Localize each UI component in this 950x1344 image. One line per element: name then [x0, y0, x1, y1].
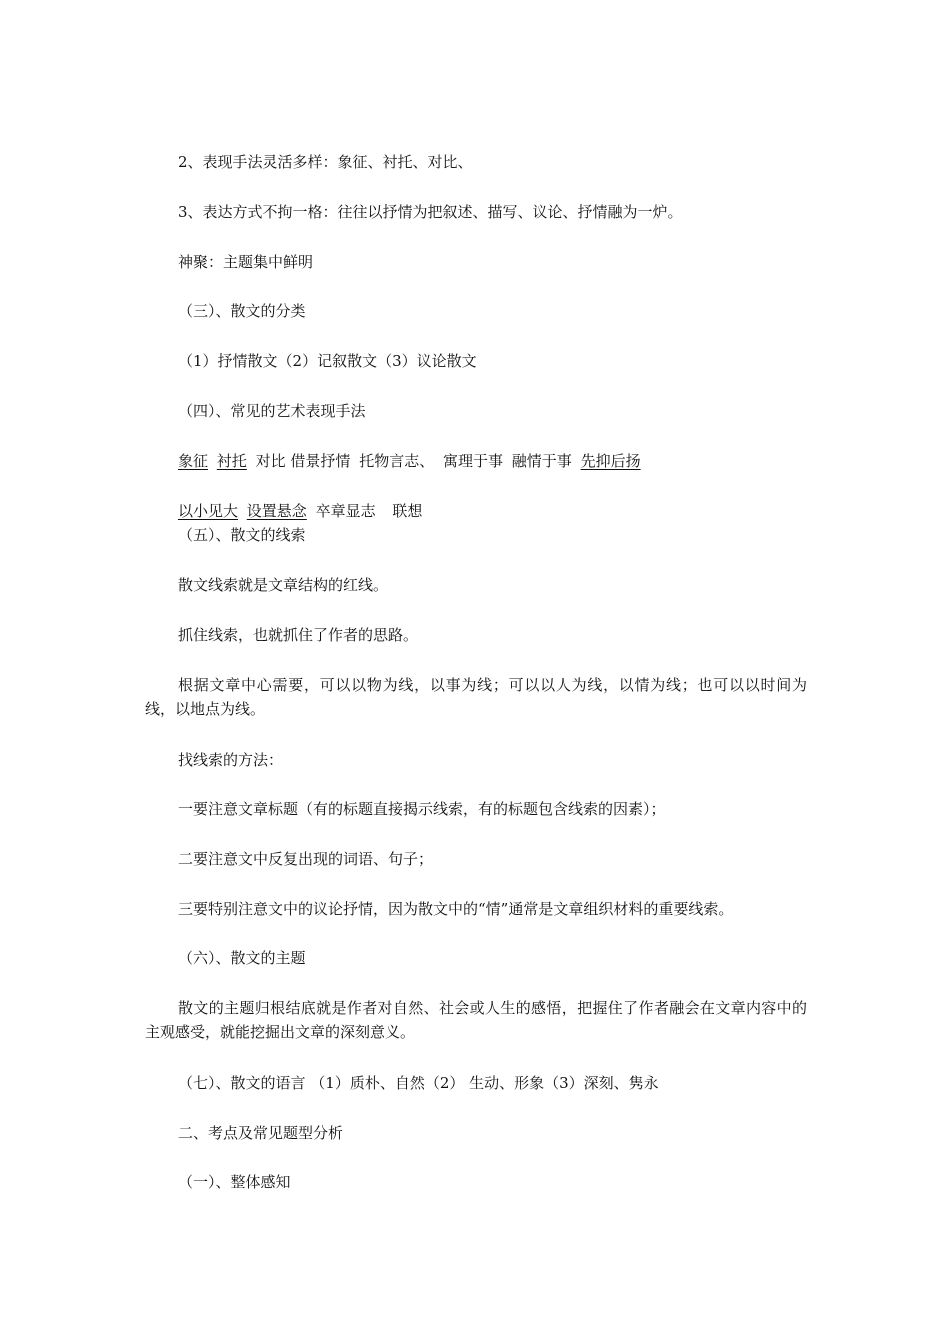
technique-term: 卒章显志 [315, 502, 376, 520]
text-line: 三要特别注意文中的议论抒情，因为散文中的“情”通常是文章组织材料的重要线索。 [178, 900, 734, 918]
technique-term: 以小见大 [178, 502, 239, 520]
technique-term: 对比 [255, 452, 286, 470]
text-line: 一要注意文章标题（有的标题直接揭示线索，有的标题包含线索的因素）； [178, 800, 666, 818]
techniques-row-1 [178, 450, 641, 472]
text-line: 神聚：主题集中鲜明 [178, 253, 314, 271]
text-line: 抓住线索，也就抓住了作者的思路。 [178, 626, 419, 644]
section-heading: （一）、整体感知 [178, 1173, 291, 1191]
technique-term: 联想 [392, 502, 423, 520]
technique-term: 衬托 [216, 452, 247, 470]
technique-term: 设置悬念 [246, 502, 307, 520]
technique-term: 象征 [178, 452, 209, 470]
text-line: 二要注意文中反复出现的词语、句子； [178, 850, 434, 868]
section-heading: （七）、散文的语言 （1）质朴、自然（2） 生动、形象（3）深刻、隽永 [178, 1074, 659, 1092]
technique-term: 借景抒情 [290, 452, 351, 470]
technique-term: 先抑后扬 [580, 452, 641, 470]
text-line: （1）抒情散文（2）记叙散文（3）议论散文 [178, 352, 477, 370]
technique-term: 融情于事 [511, 452, 572, 470]
section-heading: （三）、散文的分类 [178, 302, 306, 320]
section-heading: 二、考点及常见题型分析 [178, 1124, 344, 1142]
section-heading: （四）、常见的艺术表现手法 [178, 402, 366, 420]
text-line: 2、表现手法灵活多样：象征、衬托、对比、 [178, 153, 473, 171]
technique-term: 托物言志、 [359, 452, 435, 470]
paragraph: 根据文章中心需要，可以以物为线，以事为线；可以以人为线，以情为线；也可以以时间为线，以地点为线。 [145, 676, 807, 718]
technique-term: 寓理于事 [442, 452, 503, 470]
section-heading: （六）、散文的主题 [178, 949, 306, 967]
techniques-row-2 [178, 500, 422, 522]
text-line: 散文线索就是文章结构的红线。 [178, 576, 389, 594]
paragraph: 散文的主题归根结底就是作者对自然、社会或人生的感悟，把握住了作者融会在文章内容中的主观感受，就能挖掘出文章的深刻意义。 [145, 999, 807, 1041]
section-heading: （五）、散文的线索 [178, 526, 306, 544]
text-line: 找线索的方法： [178, 751, 284, 769]
text-line: 3、表达方式不拘一格：往往以抒情为把叙述、描写、议论、抒情融为一炉。 [178, 203, 683, 221]
